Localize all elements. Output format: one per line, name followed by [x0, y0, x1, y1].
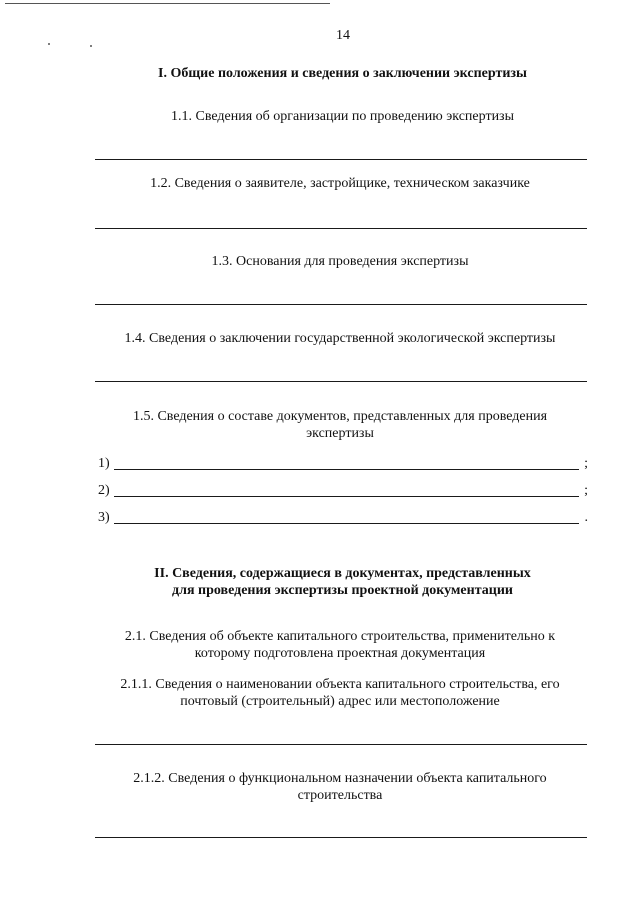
item-2-1-line-1: 2.1. Сведения об объекте капитального строительства, применительно к	[124, 629, 556, 644]
fill-in-line-2-1-2	[95, 837, 587, 838]
document-list-item-2	[98, 482, 588, 500]
scan-speck	[48, 43, 50, 45]
fill-in-line	[114, 523, 579, 524]
list-terminator: .	[584, 510, 588, 525]
fill-in-line-1-1	[95, 159, 587, 160]
item-2-1-2-line-2: строительства	[297, 788, 383, 803]
item-1-3: 1.3. Основания для проведения экспертизы	[211, 254, 469, 269]
document-list-item-1	[98, 455, 588, 473]
item-1-5-line-1: 1.5. Сведения о составе документов, представленных для проведения	[132, 409, 548, 424]
fill-in-line-1-2	[95, 228, 587, 229]
list-number: 2)	[98, 483, 110, 498]
fill-in-line-2-1-1	[95, 744, 587, 745]
list-number: 1)	[98, 456, 110, 471]
item-2-1-line-2: которому подготовлена проектная документация	[194, 646, 486, 661]
item-1-4: 1.4. Сведения о заключении государственной экологической экспертизы	[124, 331, 556, 346]
item-1-1: 1.1. Сведения об организации по проведению экспертизы	[170, 109, 514, 124]
document-list-item-3	[98, 509, 588, 527]
item-1-5-line-2: экспертизы	[306, 426, 374, 441]
section-1-title: I. Общие положения и сведения о заключении экспертизы	[158, 66, 527, 81]
fill-in-line-1-3	[95, 304, 587, 305]
item-2-1-2-line-1: 2.1.2. Сведения о функциональном назначении объекта капитального	[133, 771, 547, 786]
page-number: 14	[336, 28, 350, 43]
item-2-1-1-line-1: 2.1.1. Сведения о наименовании объекта капитального строительства, его	[120, 677, 560, 692]
list-number: 3)	[98, 510, 110, 525]
section-2-title-line-1: II. Сведения, содержащиеся в документах, представленных	[154, 566, 531, 581]
item-1-2: 1.2. Сведения о заявителе, застройщике, техническом заказчике	[150, 176, 530, 191]
fill-in-line	[114, 496, 579, 497]
section-2-title-line-2: для проведения экспертизы проектной документации	[172, 583, 513, 598]
fill-in-line-1-4	[95, 381, 587, 382]
list-terminator: ;	[584, 456, 588, 471]
list-terminator: ;	[584, 483, 588, 498]
scan-edge-line	[5, 3, 330, 4]
fill-in-line	[114, 469, 579, 470]
scan-speck	[90, 45, 92, 47]
item-2-1-1-line-2: почтовый (строительный) адрес или местоположение	[180, 694, 500, 709]
